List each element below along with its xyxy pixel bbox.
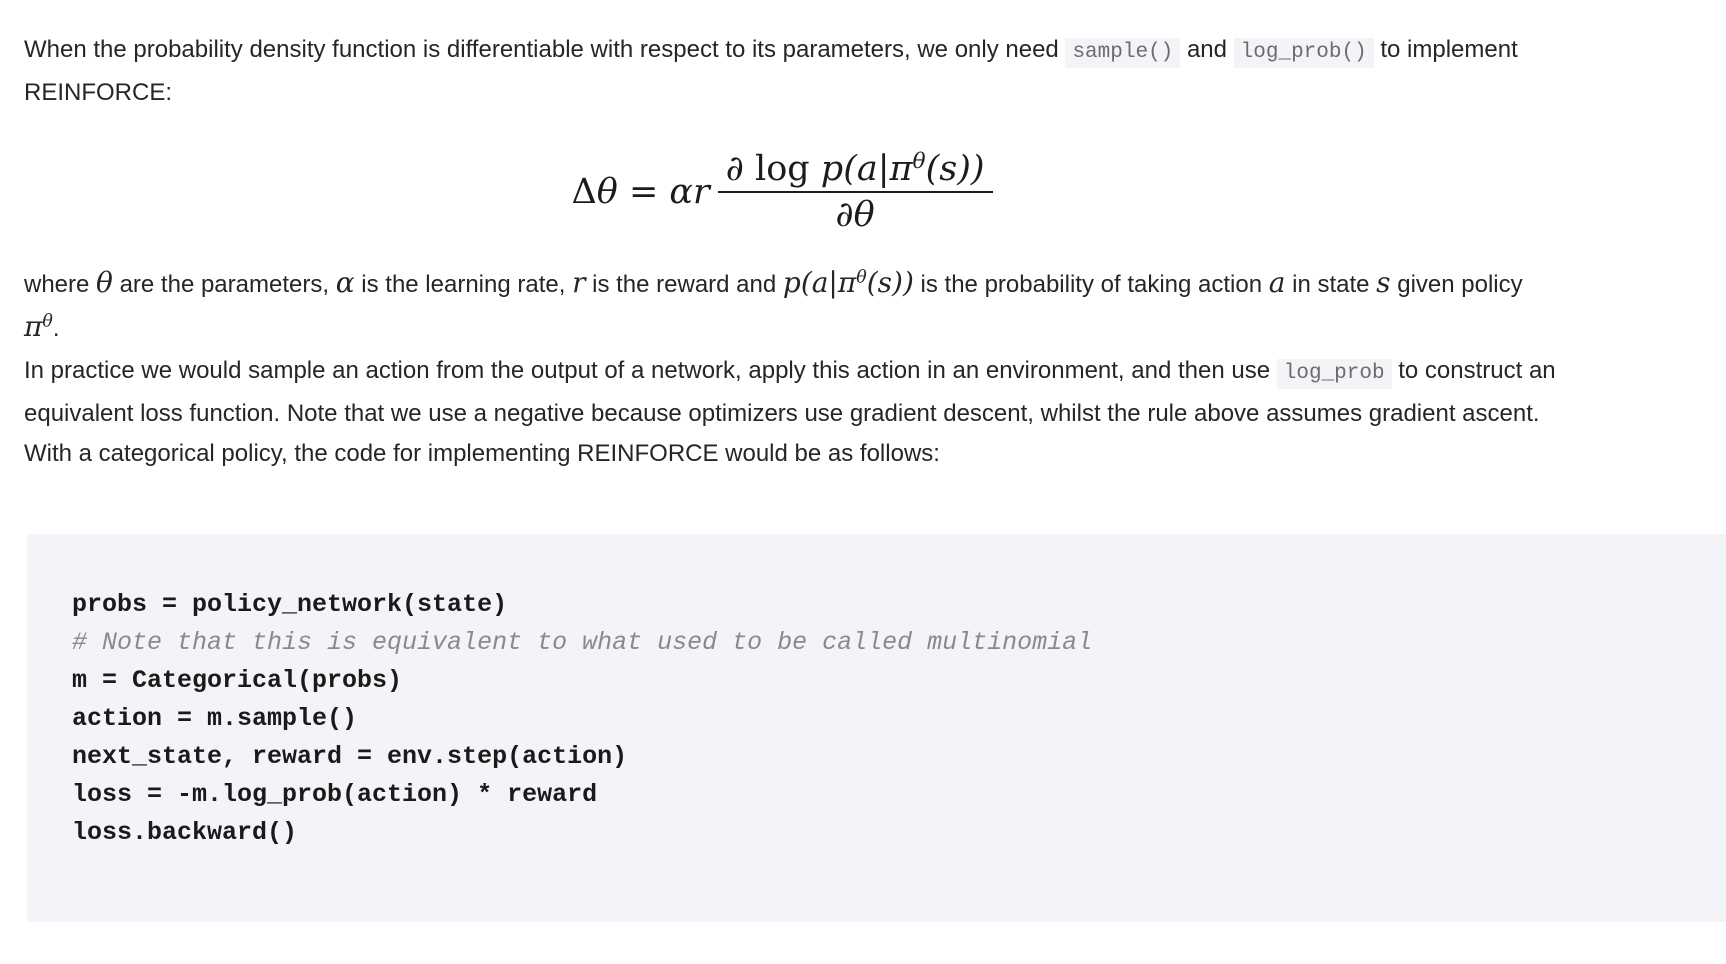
paragraph-where-definitions [24, 263, 1564, 351]
code-line: m = Categorical(probs) [72, 666, 403, 695]
math-pi-theta: $\pi^\theta$ [24, 310, 53, 343]
math-alpha: α [335, 266, 355, 299]
text-segment: is the probability of taking action [913, 271, 1269, 298]
text-segment: to implement REINFORCE: [24, 36, 1518, 106]
text-segment: to construct an equivalent loss function. Note that we use a negative because optimizers use gradient descent, whilst the rule above assumes gradient ascent. With a categorical policy, the code for implementing REINFORCE would be as follows: [24, 357, 1556, 467]
math-partial: ∂ [725, 149, 744, 189]
code-line: loss.backward() [72, 818, 298, 847]
text-segment: and [1180, 36, 1234, 63]
math-r: r [572, 266, 586, 299]
text-segment: is the reward and [585, 271, 783, 298]
equals-sign: = [617, 172, 670, 212]
code-line: next_state, reward = env.step(action) [72, 742, 628, 771]
equation-lhs [571, 172, 709, 212]
math-theta: θ [596, 172, 618, 212]
math-prob-expr: p(a|π [820, 149, 913, 189]
math-theta-superscript: θ [912, 149, 926, 175]
inline-code-sample: sample() [1065, 38, 1180, 68]
code-block-reinforce [27, 534, 1726, 922]
reinforce-update-equation [24, 147, 1540, 237]
paragraph-in-practice [24, 351, 1564, 474]
fraction-numerator [718, 147, 993, 191]
math-prob-close: (s)) [925, 149, 985, 189]
math-s: s [1376, 266, 1391, 299]
code-line: probs = policy_network(state) [72, 590, 508, 619]
text-segment: . [52, 315, 60, 342]
text-segment: When the probability density function is differentiable with respect to its parameters, we only need [24, 36, 1066, 63]
text-segment: In practice we would sample an action from the output of a network, apply this action in an environment, and then use [24, 357, 1277, 384]
code-line: action = m.sample() [72, 704, 358, 733]
fraction-denominator [828, 193, 883, 237]
text-segment: given policy [1390, 271, 1523, 298]
code-comment-line: # Note that this is equivalent to what used to be called multinomial [72, 628, 1093, 657]
paragraph-intro [24, 30, 1564, 113]
text-segment: where [24, 271, 97, 298]
math-alpha-r: αr [669, 172, 710, 212]
fraction [718, 147, 993, 237]
math-partial: ∂ [835, 195, 854, 235]
inline-code-log-prob: log_prob() [1234, 38, 1374, 68]
text-segment: in state [1285, 271, 1377, 298]
math-delta: Δ [571, 172, 597, 212]
math-log: log [743, 149, 821, 189]
equation-row [571, 147, 992, 237]
code-line: loss = -m.log_prob(action) * reward [72, 780, 598, 809]
math-theta: θ [96, 266, 113, 299]
math-a: a [1268, 266, 1286, 299]
text-segment: are the parameters, [112, 271, 336, 298]
text-segment: is the learning rate, [354, 271, 573, 298]
inline-code-log-prob: log_prob [1277, 359, 1392, 389]
math-theta: θ [853, 195, 875, 235]
math-prob-expression: $p(a|\pi^\theta(s))$ [782, 266, 914, 299]
